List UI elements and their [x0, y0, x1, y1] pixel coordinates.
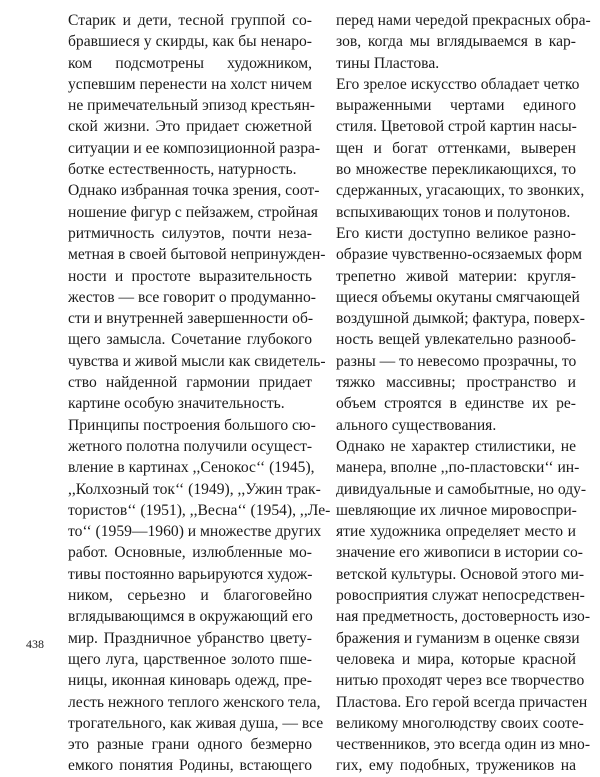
text-line: мир. Праздничное убранство цвету-: [68, 629, 312, 647]
text-line: перед нами чередой прекрасных обра-: [336, 12, 591, 29]
text-line: ношение фигур с пейзажем, стройная: [68, 203, 318, 221]
text-line: ницы, иконная киноварь одежд, пре-: [68, 672, 312, 690]
text-line: нитью проходят через все творчество: [336, 672, 585, 690]
text-line: стиля. Цветовой строй картин насы-: [336, 118, 577, 136]
right-text-column: [336, 10, 591, 777]
text-line: картине особую значительность.: [68, 395, 285, 413]
text-line: значение его живописи в истории со-: [336, 544, 583, 562]
text-line: разны — то невесомо прозрачны, то: [336, 352, 577, 370]
text-line: ство найденной гармонии придает: [68, 374, 312, 392]
text-line: Пластова. Его герой всегда причастен: [336, 693, 588, 711]
text-line: ятие художника определяет место и: [336, 523, 576, 541]
text-line: чувства и живой мысли как свидетель-: [68, 352, 326, 370]
text-line: ситуации и ее композиционной разра-: [68, 139, 321, 157]
text-line: великому многолюдству своих соотe-: [336, 714, 584, 732]
page-number: 438: [26, 637, 44, 651]
text-line: выраженными чертами единого: [336, 97, 576, 115]
text-line: щен и богат оттенками, выверен: [336, 139, 576, 157]
text-line: объем строятся в единстве их ре-: [336, 395, 576, 413]
text-line: сти и внутренней завершенности об-: [68, 310, 314, 328]
text-line: это разные грани одного безмерно: [68, 736, 312, 754]
text-line: зов, когда мы вглядываемся в кар-: [336, 33, 576, 51]
text-line: Однако не характер стилистики, не: [336, 437, 576, 455]
left-text-column: [68, 10, 331, 777]
text-line: чественников, это всегда один из мно-: [336, 736, 591, 754]
text-line: манера, вполне ,,по-пластовски‘‘ ин-: [336, 459, 580, 477]
text-line: вспыхивающих тонов и полутонов.: [336, 203, 571, 221]
text-line: емкого понятия Родины, встающего: [68, 757, 312, 775]
text-line: вглядывающимся в окружающий его: [68, 608, 313, 626]
text-line: ального существования.: [336, 416, 497, 434]
text-line: человека и мира, которые красной: [336, 650, 576, 668]
text-line: не примечательный эпизод крестьян-: [68, 97, 315, 115]
text-line: ровосприятия служат непосредствен-: [336, 587, 585, 605]
text-line: вление в картинах ,,Сенокос‘‘ (1945),: [68, 459, 315, 477]
text-line: гих, ему подобных, тружеников на: [336, 757, 576, 775]
text-line: ветской культуры. Основой этого ми-: [336, 565, 585, 583]
text-line: образие чувственно-осязаемых форм: [336, 246, 582, 264]
text-line: бражения и гуманизм в оценке связи: [336, 629, 580, 647]
text-line: лесть нежного теплого женского тела,: [68, 693, 321, 711]
text-line: щиеся объемы окутаны смягчающей: [336, 288, 580, 306]
text-line: Принципы построения большого сю-: [68, 416, 316, 434]
text-line: ком подсмотрены художником,: [68, 54, 312, 72]
text-line: Старик и дети, тесной группой со-: [68, 12, 312, 29]
text-line: бравшиеся у скирды, как бы ненаро-: [68, 33, 312, 51]
text-line: ность вещей увлекательно разнооб-: [336, 331, 576, 349]
text-line: Его зрелое искусство обладает четко: [336, 75, 580, 93]
text-line: ности и простоте выразительность: [68, 267, 312, 285]
text-line: ная предметность, достоверность изо-: [336, 608, 591, 626]
text-line: шевляющие их личное мировоспри-: [336, 501, 577, 519]
text-line: Однако избранная точка зрения, соот-: [68, 182, 320, 200]
text-line: ской жизни. Это придает сюжетной: [68, 118, 312, 136]
text-line: успевшим перенести на холст ничем: [68, 75, 312, 93]
text-line: тины Пластова.: [336, 54, 440, 72]
text-line: щего луга, царственное золото пше-: [68, 650, 312, 668]
text-line: то‘‘ (1959—1960) и множестве других: [68, 523, 322, 541]
text-line: ботке естественность, натурность.: [68, 161, 297, 179]
text-line: тористов‘‘ (1951), ,,Весна‘‘ (1954), ,,Ле-: [68, 501, 331, 519]
text-line: во множестве перекликающихся, то: [336, 161, 576, 179]
text-line: трогательного, как живая душа, — все: [68, 714, 324, 732]
text-line: работ. Основные, излюбленные мо-: [68, 544, 312, 562]
text-line: воздушной дымкой; фактура, поверх-: [336, 310, 585, 328]
text-line: ритмичность силуэтов, почти неза-: [68, 224, 312, 242]
text-line: тяжко массивны; пространство и: [336, 374, 576, 392]
text-line: трепетно живой материи: кругля-: [336, 267, 576, 285]
text-line: Его кисти доступно великое разно-: [336, 224, 576, 242]
text-line: ником, серьезно и благоговейно: [68, 587, 312, 605]
text-line: ,,Колхозный ток‘‘ (1949), ,,Ужин трак-: [68, 480, 321, 498]
text-line: метная в своей бытовой непринужден-: [68, 246, 326, 264]
text-line: щего замысла. Сочетание глубокого: [68, 331, 312, 349]
text-line: дивидуальные и самобытные, но оду-: [336, 480, 587, 498]
text-line: жестов — все говорит о продуманно-: [68, 288, 316, 306]
text-line: тивы постоянно варьируются худож-: [68, 565, 313, 583]
text-line: сдержанных, угасающих, то звонких,: [336, 182, 585, 200]
text-line: жетного полотна получили осущест-: [68, 437, 313, 455]
